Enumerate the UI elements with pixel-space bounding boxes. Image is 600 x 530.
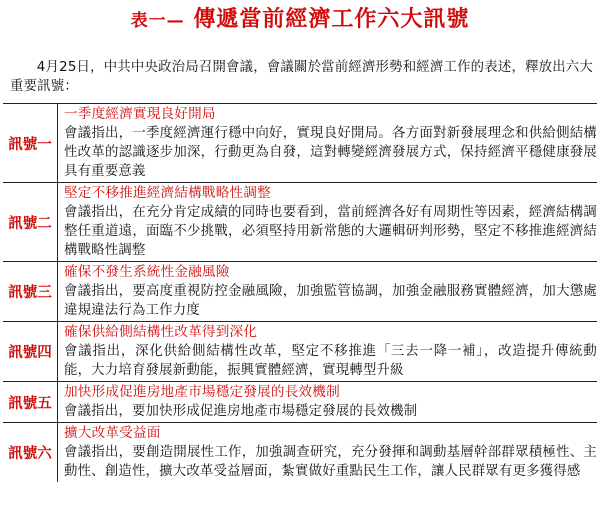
signal-content bbox=[58, 262, 597, 321]
signal-label: 訊號二 bbox=[3, 183, 58, 261]
signal-body: 會議指出，深化供給側結構性改革，堅定不移推進「三去一降一補」，改造提升傳統動能，大力培育發展新動能，振興實體經濟，實現轉型升級 bbox=[64, 344, 597, 378]
signal-body: 會議指出，要高度重視防控金融風險，加強監管協調，加強金融服務實體經濟，加大懲處違規違法行為工作力度 bbox=[64, 284, 597, 318]
signal-row-3 bbox=[3, 262, 597, 322]
title-prefix: 表一 bbox=[130, 11, 167, 31]
signal-content bbox=[58, 322, 597, 381]
signal-label: 訊號六 bbox=[3, 423, 58, 482]
signal-body: 會議指出，要創造開展性工作，加強調查研究，充分發揮和調動基層幹部群眾積極性、主動性、創造性，擴大改革受益層面，紮實做好重點民生工作，讓人民群眾有更多獲得感 bbox=[64, 445, 597, 479]
signal-row-2 bbox=[3, 183, 597, 262]
signal-label: 訊號五 bbox=[3, 382, 58, 422]
signal-label: 訊號四 bbox=[3, 322, 58, 381]
signal-heading: 堅定不移推進經濟結構戰略性調整 bbox=[64, 185, 271, 201]
page-title bbox=[0, 6, 600, 35]
title-text: 傳遞當前經濟工作六大訊號 bbox=[193, 7, 470, 32]
signal-heading: 確保不發生系統性金融風險 bbox=[64, 264, 230, 280]
signal-content bbox=[58, 104, 597, 182]
signal-body: 會議指出，在充分肯定成績的同時也要看到，當前經濟各好有周期性等因素，經濟結構調整任重道遠，面臨不少挑戰，必須堅持用新常態的大邏輯研判形勢，堅定不移推進經濟結構戰略性調整 bbox=[64, 205, 597, 258]
intro-paragraph: 4月25日，中共中央政治局召開會議，會議關於當前經濟形勢和經濟工作的表述，釋放出六大重要訊號： bbox=[10, 60, 593, 94]
title-dash: — bbox=[166, 11, 185, 31]
signal-content bbox=[58, 183, 597, 261]
signal-content bbox=[58, 382, 597, 422]
signal-heading: 確保供給側結構性改革得到深化 bbox=[64, 324, 258, 340]
signal-heading: 擴大改革受益面 bbox=[64, 425, 161, 441]
signal-content bbox=[58, 423, 597, 482]
signals-table bbox=[3, 103, 597, 482]
signal-row-1 bbox=[3, 104, 597, 183]
signal-heading: 加快形成促進房地產市場穩定發展的長效機制 bbox=[64, 384, 340, 400]
signal-row-5 bbox=[3, 382, 597, 423]
signal-heading: 一季度經濟實現良好開局 bbox=[64, 106, 216, 122]
signal-label: 訊號一 bbox=[3, 104, 58, 182]
signal-label: 訊號三 bbox=[3, 262, 58, 321]
signal-row-6 bbox=[3, 423, 597, 482]
signal-body: 會議指出，要加快形成促進房地產市場穩定發展的長效機制 bbox=[64, 404, 418, 419]
signal-body: 會議指出，一季度經濟運行穩中向好，實現良好開局。各方面對新發展理念和供給側結構性改革的認識逐步加深，行動更為自發，這對轉變經濟發展方式，保持經濟平穩健康發展具有重要意義 bbox=[64, 126, 597, 179]
signal-row-4 bbox=[3, 322, 597, 382]
